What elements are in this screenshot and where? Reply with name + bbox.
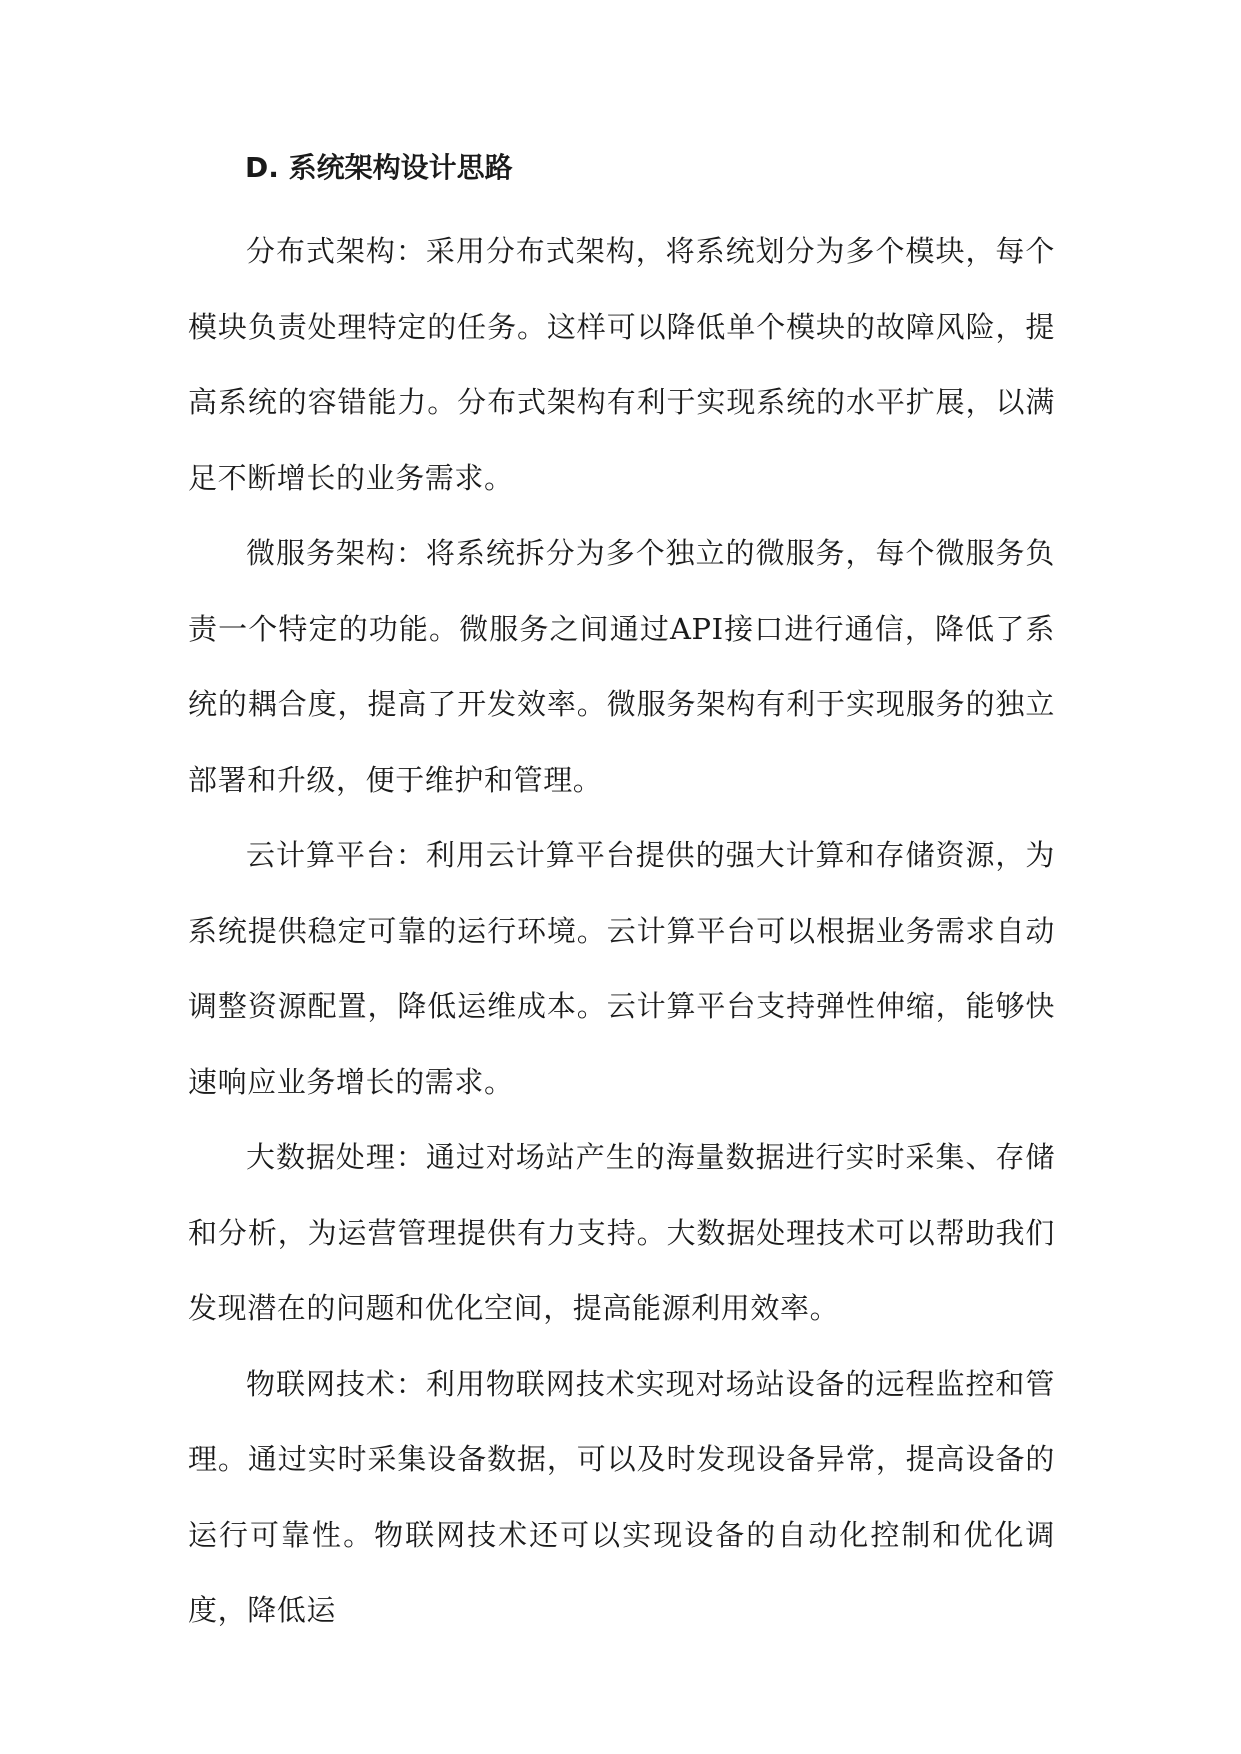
section-heading: D. 系统架构设计思路 — [245, 151, 513, 184]
body-text — [188, 214, 1055, 1649]
paragraph-cloud-platform: 云计算平台：利用云计算平台提供的强大计算和存储资源，为系统提供稳定可靠的运行环境。云计算平台可以根据业务需求自动调整资源配置，降低运维成本。云计算平台支持弹性伸缩，能够快速响应业务增长的需求。 — [188, 838, 1055, 1099]
paragraph-microservice-architecture: 微服务架构：将系统拆分为多个独立的微服务，每个微服务负责一个特定的功能。微服务之间通过API接口进行通信，降低了系统的耦合度，提高了开发效率。微服务架构有利于实现服务的独立部署和升级，便于维护和管理。 — [188, 536, 1055, 797]
paragraph-iot: 物联网技术：利用物联网技术实现对场站设备的远程监控和管理。通过实时采集设备数据，可以及时发现设备异常，提高设备的运行可靠性。物联网技术还可以实现设备的自动化控制和优化调度，降低运 — [188, 1366, 1055, 1627]
paragraph-distributed-architecture: 分布式架构：采用分布式架构，将系统划分为多个模块，每个模块负责处理特定的任务。这样可以降低单个模块的故障风险，提高系统的容错能力。分布式架构有利于实现系统的水平扩展，以满足不断增长的业务需求。 — [188, 234, 1055, 495]
paragraph-big-data: 大数据处理：通过对场站产生的海量数据进行实时采集、存储和分析，为运营管理提供有力支持。大数据处理技术可以帮助我们发现潜在的问题和优化空间，提高能源利用效率。 — [188, 1140, 1055, 1325]
